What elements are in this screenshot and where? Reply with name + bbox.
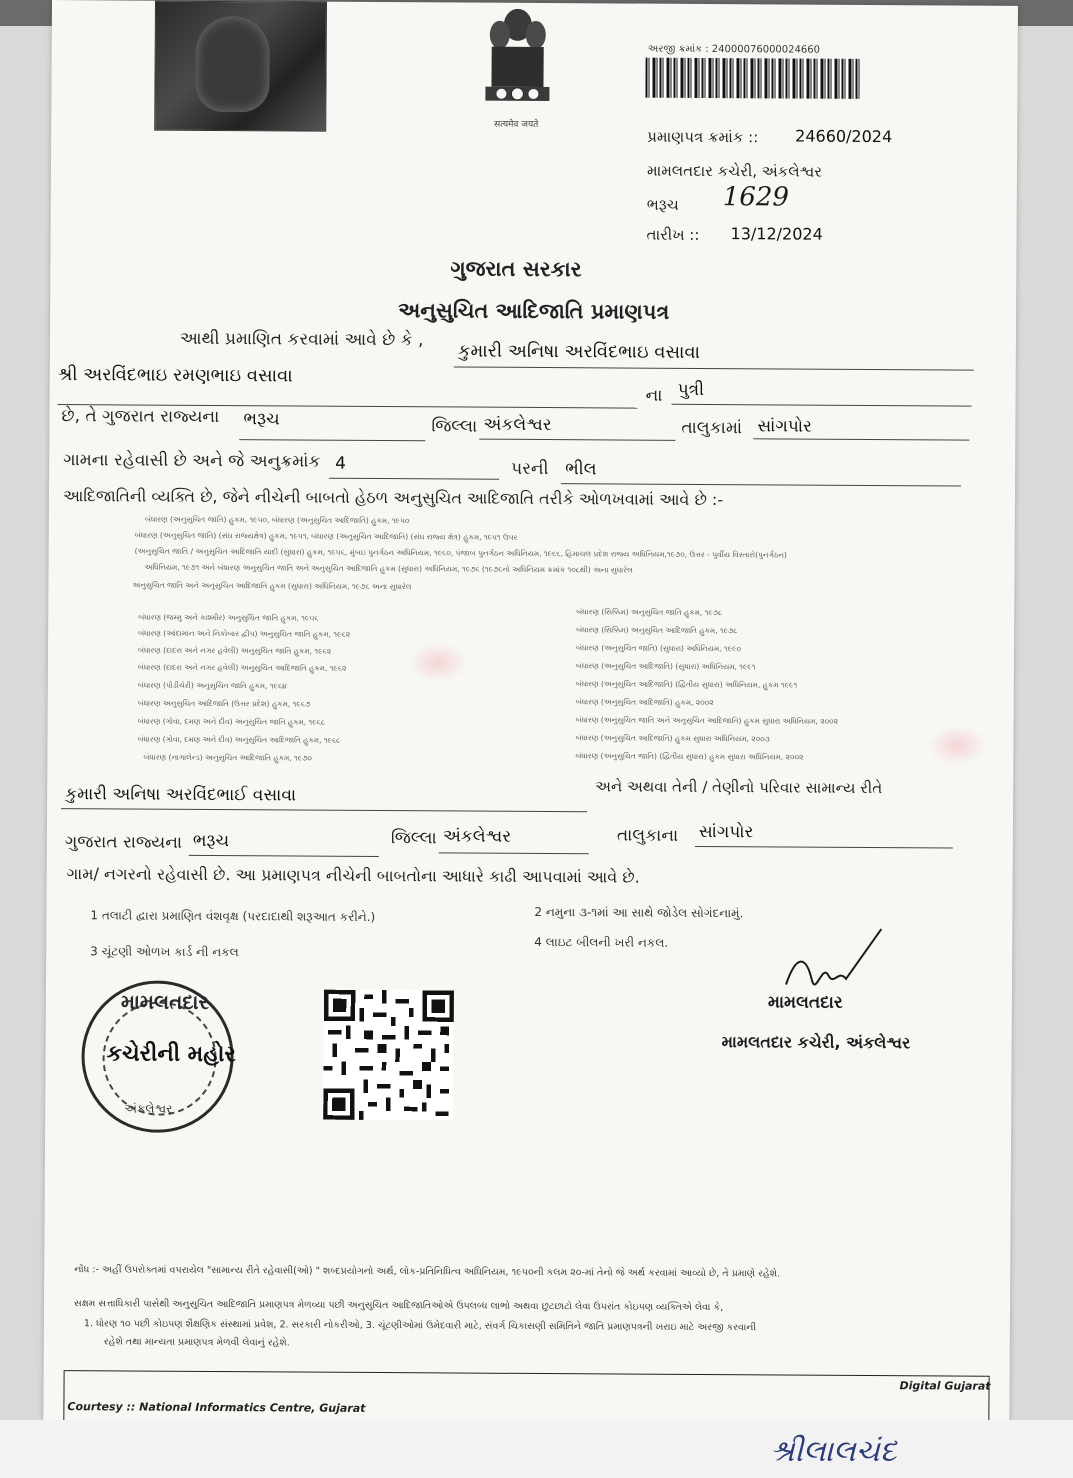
district-header: ભરૂચ <box>646 195 679 214</box>
certificate-title: અનુસુચિત આદિજાતિ પ્રમાણપત્ર <box>398 298 670 324</box>
digital-gujarat-label: Digital Gujarat <box>899 1379 991 1393</box>
order-left: બંધારણ (ગોવા, દમણ અને દીવ) અનુસુચિત જાતિ હુકમ, ૧૯૬૮ <box>137 716 326 727</box>
note-text: 1. ધોરણ ૧૦ પછી કોઇપણ શૈક્ષણિક સંસ્થામાં પ્રવેશ, 2. સરકારી નોકરીઓ, 3. ચૂંટણીઓમાં ઉમેદવારી માટે, સંવર્ગ ચિકાસણી સમિતિને જાતિ પ્રમાણપત્રની ખરાઇ માટે અરજી કરવાની <box>83 1318 757 1334</box>
order-line: અનુસુચિત જાતિ અને અનુસુચિત આદિજાતિ હુકમ (સુધારા) અધિનિયમ, ૧૯૭૬ અના સુધારેલ <box>132 580 412 592</box>
order-right: બંધારણ (સિક્કિમ) અનુસુચિત આદિજાતિ હુકમ, ૧૯૭૮ <box>576 625 738 636</box>
signatory-title: મામલતદાર <box>767 992 843 1013</box>
order-left: બંધારણ (દાદરા અને નગર હવેલી) અનુસુચિત આદિજાતિ હુકમ, ૧૯૬૨ <box>137 662 347 673</box>
village2-value: સાંગપોર <box>698 821 754 843</box>
resident-text: ગામના રહેવાસી છે અને જે અનુક્રમાંક <box>63 450 321 472</box>
taluka2-label: તાલુકાના <box>616 825 679 846</box>
taluka-label: તાલુકામાં <box>681 417 743 439</box>
seal-middle-text: કચેરીની મહોર <box>106 1041 236 1068</box>
date-label: તારીખ :: <box>646 225 700 244</box>
below-sheet-area <box>0 1420 1073 1478</box>
applicant-name: કુમારી અનિષા અરવિંદભાઇ વસાવા <box>457 340 701 363</box>
district2-value: ભરૂચ <box>192 830 230 852</box>
handwritten-number: 1629 <box>722 182 790 213</box>
applicant-name-2: કુમારી અનિષા અરવિંદભાઈ વસાવા <box>65 784 297 806</box>
doc-item: 4 લાઇટ બીલની ખરી નકલ. <box>534 934 669 950</box>
order-left: બંધારણ (દાદરા અને નગર હવેલી) અનુસુચિત જાતિ હુકમ, ૧૯૬૨ <box>138 645 332 656</box>
underline <box>454 366 974 370</box>
issuing-office: મામલતદાર કચેરી, અંકલેશ્વર <box>646 161 823 181</box>
family-text: અને અથવા તેની / તેણીનો પરિવાર સામાન્ય રીતે <box>595 777 883 798</box>
recognized-text: આદિજાતિની વ્યક્તિ છે, જેને નીચેની બાબતો હેઠળ અનુસુચિત આદિજાતિ તરીકે ઓળખવામાં આવે છે :- <box>62 486 724 510</box>
intro-text: આથી પ્રમાણિત કરવામાં આવે છે કે , <box>179 328 424 351</box>
underline <box>239 439 425 441</box>
government-title: ગુજરાત સરકાર <box>450 256 582 282</box>
underline <box>329 478 499 480</box>
order-right: બંધારણ (અનુસુચિત આદિજાતિ) (સુધારા) અધિનિયમ, ૧૯૯૧ <box>575 661 756 672</box>
note-text: નોંધ :- અહીં ઉપરોક્તમાં વપરાયેલ "સામાન્ય રીતે રહેવાસી(ઓ) " શબ્દપ્રયોગનો અર્થ, લોક-પ્રતિનિધિત્વ અધિનિયમ, ૧૯૫૦ની કલમ ૨૦-માં તેનો જે અર્થ કરવામાં આવ્યો છે, તે પ્રમાણે રહેશે. <box>74 1264 781 1280</box>
order-line: બંધારણ (અનુસુચિત જાતિ) હુકમ, ૧૯૫૦, બંધારણ (અનુસુચિત આદિજાતિ) હુકમ, ૧૯૫૦ <box>144 514 410 526</box>
order-left: બંધારણ અનુસુચિત આદિજાતિ (ઉત્તર પ્રદેશ) હુકમ, ૧૯૬૭ <box>137 698 311 709</box>
order-right: બંધારણ (અનુસુચિત આદિજાતિ) (દ્વિતીય સુધારા) અધિનિયમ, હુકમ ૧૯૯૧ <box>575 679 798 690</box>
doc-item: 1 તલાટી દ્વારા પ્રમાણિત વંશવૃક્ષ (પરદાદાથી શરૂઆત કરીને.) <box>90 908 376 924</box>
qr-code <box>323 990 454 1121</box>
district2-label: જિલ્લા <box>390 828 437 849</box>
emblem-caption: सत्यमेव जयते <box>494 119 539 130</box>
cert-number: 24660/2024 <box>795 126 893 147</box>
order-right: બંધારણ (અનુસુચિત આદિજાતિ) હુકમ, ૨૦૦૨ <box>575 697 714 708</box>
state-prefix: છે, તે ગુજરાત રાજ્યના <box>61 406 220 428</box>
order-right: બંધારણ (અનુસુચિત આદિજાતિ) હુકમ સુધારા અધિનિયમ, ૨૦૦૩ <box>575 733 770 744</box>
village-value: સાંગપોર <box>757 416 812 437</box>
order-line: બંધારણ (અનુસુચિત જાતિ) (સંઘ રાજ્યક્ષેત્ર) હુકમ, ૧૯૫૧, બંધારણ (અનુસુચિત આદિજાતિ) (સંઘ રાજ્ય ક્ષેત્ર) હુકમ, ૧૯૫૧ ઉપર <box>134 530 518 542</box>
stain-mark <box>408 642 468 682</box>
national-emblem-icon <box>479 5 556 123</box>
application-number: અરજી ક્રમાંક : 24000076000024660 <box>647 43 821 56</box>
order-right: બંધારણ (સિક્કિમ) અનુસુચિત જાતિ હુકમ, ૧૯૭૮ <box>576 607 723 618</box>
note-text: રહેશે તથા માન્યતા પ્રમાણપત્ર મેળવી લેવાનું રહેશે. <box>103 1336 290 1349</box>
order-left: બંધારણ (નાગાલેન્ડ) અનુસુચિત આદિજાતિ હુકમ, ૧૯૭૦ <box>143 752 312 763</box>
basis-text: ગામ/ નગરનો રહેવાસી છે. આ પ્રમાણપત્ર નીચેની બાબતોના આધારે કાઢી આપવામાં આવે છે. <box>66 864 640 887</box>
underline <box>439 852 589 854</box>
father-name: શ્રી અરવિંદભાઇ રમણભાઇ વસાવા <box>57 364 293 387</box>
handwritten-signature: શ્રીલાલચંદ <box>770 1434 897 1469</box>
district-value: ભરૂચ <box>243 409 280 430</box>
courtesy-label: Courtesy :: National Informatics Centre, Gujarat <box>67 1400 366 1415</box>
taluka-value: અંકલેશ્વર <box>483 414 552 436</box>
office-seal <box>81 980 234 1133</box>
underline <box>561 483 961 486</box>
certificate-sheet <box>43 0 1018 1432</box>
barcode <box>645 58 859 99</box>
order-left: બંધારણ (પોંડીચેરી) અનુસુચિત જાતિ હુકમ, ૧૯૬૪ <box>137 680 287 691</box>
tribe-name: ભીલ <box>565 459 597 480</box>
cert-number-label: પ્રમાણપત્ર ક્રમાંક :: <box>647 127 759 147</box>
signatory-office: મામલતદાર કચેરી, અંકલેશ્વર <box>721 1032 911 1053</box>
serial-number: 4 <box>335 453 347 474</box>
serial-suffix: પરની <box>511 458 549 480</box>
underline <box>695 846 953 849</box>
order-line: (અનુસુચિત જાતિ / અનુસુચિત આદિજાતિ યાદી (સુધારા) હુકમ, ૧૯૫૬, મુંબઇ પુનર્ગઠન અધિનિયમ, ૧૯૬૦, પંજાબ પુનર્ગઠન અધિનિયમ, ૧૯૬૬, હિમાચલ પ્રદેશ રાજ્ય અધિનિયમ,૧૯૭૦, ઉત્તર - પુર્વીય વિસ્તારો(પુનર્ગઠન) <box>134 546 787 560</box>
underline <box>753 438 969 440</box>
applicant-photo <box>154 1 327 132</box>
seal-top-text: મામલતદાર <box>120 989 209 1014</box>
district-label: જિલ્લા <box>431 416 478 437</box>
taluka2-value: અંકલેશ્વર <box>442 826 512 847</box>
issue-date: 13/12/2024 <box>730 224 823 244</box>
order-left: બંધારણ (ગોવા, દમણ અને દીવ) અનુસુચિત આદિજાતિ હુકમ, ૧૯૬૮ <box>137 734 341 745</box>
seal-bottom-text: અંકલેશ્વર <box>124 1101 173 1116</box>
note-text: સક્ષમ સત્તાધિકારી પાસેથી અનુસુચિત આદિજાતિ પ્રમાણપત્ર મેળવ્યા પછી અનુસુચિત આદિજાતિઓએ ઉપલબ્ધ લાભો અથવા છુટછાટો લેવા ઉપરાંત કોઇપણ વ્યક્તિએ લેવા કે, <box>74 1298 724 1314</box>
state2-prefix: ગુજરાત રાજ્યના <box>64 832 183 853</box>
order-right: બંધારણ (અનુસુચિત જાતિ અને અનુસુચિત આદિજાતિ) હુકમ સુધારા અધિનિયમ, ૨૦૦૨ <box>575 715 839 726</box>
underline <box>189 855 379 857</box>
relation: પુત્રી <box>677 379 705 400</box>
underline <box>479 439 675 441</box>
order-line: અધિનિયમ, ૧૯૭૧ અને બંધારણ અનુસુચિત જાતિ અને અનુસુચિત આદિજાતિ હુકમ (સુધારા) અધિનિયમ, ૧૯૭૬ (૧૯૭૬નો અધિનિયમ ક્રમાંક ૧૦૮થી) અના સુધારેલ <box>144 562 633 575</box>
stain-mark <box>927 725 987 765</box>
doc-item: 3 ચૂંટણી ઓળખ કાર્ડ ની નકલ <box>90 944 239 960</box>
doc-item: 2 નમુના ૩-૧માં આ સાથે જોડેલ સોગંદનામું. <box>534 904 744 921</box>
relation-prefix: ના <box>645 385 663 406</box>
order-left: બંધારણ (જમ્મુ અને કાશ્મીર) અનુસુચિત જાતિ હુકમ, ૧૯૫૬ <box>138 612 319 623</box>
order-left: બંધારણ (આંદામાન અને નિકોબાર દ્વીપ) અનુસુચિત જાતિ હુકમ, ૧૯૬૨ <box>138 628 351 639</box>
underline <box>672 404 972 407</box>
underline <box>61 808 587 812</box>
order-right: બંધારણ (અનુસુચિત જાતિ) (સુધારા) અધિનિયમ, ૧૯૯૦ <box>576 643 742 654</box>
order-right: બંધારણ (અનુસુચિત જાતિ) (દ્વિતીય સુધારા) હુકમ સુધારા અધિનિયમ, ૨૦૦૨ <box>575 751 804 762</box>
